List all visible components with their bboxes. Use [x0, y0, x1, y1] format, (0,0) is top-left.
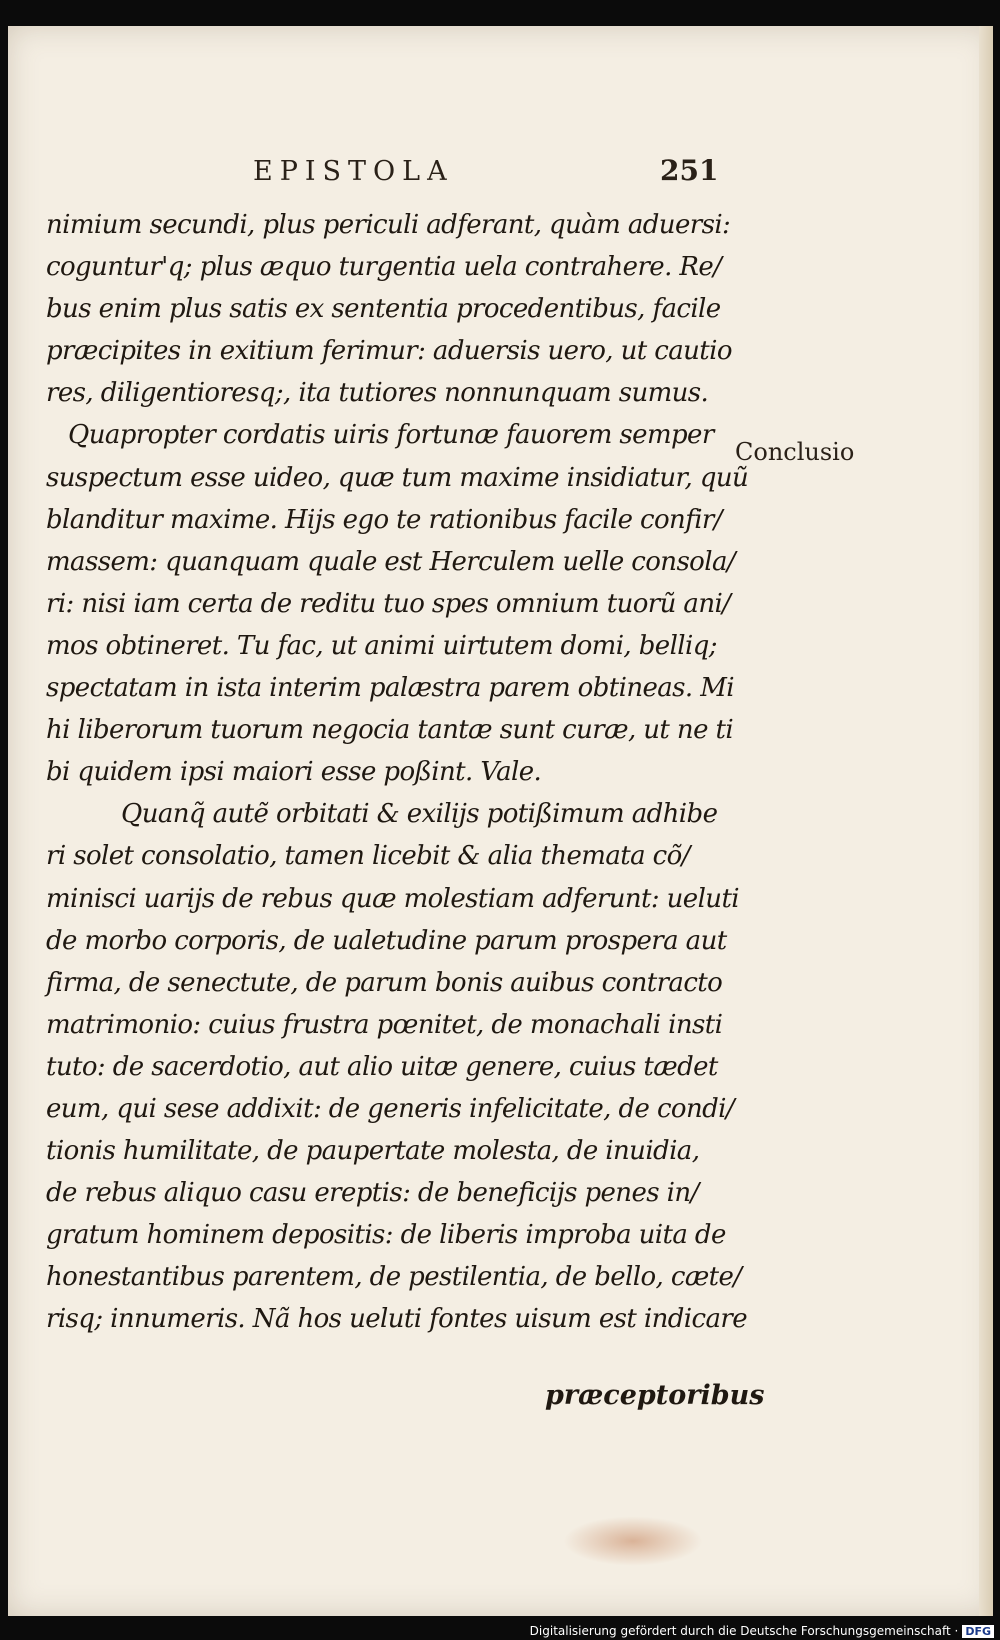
page-header	[8, 156, 993, 196]
text-line: matrimonio: cuius frustra pœnitet, de monachali insti	[46, 1009, 723, 1040]
text-line: minisci uarijs de rebus quæ molestiam adferunt: ueluti	[46, 883, 740, 914]
text-line: firma, de senectute, de parum bonis auibus contracto	[46, 967, 723, 998]
text-line: gratum hominem depositis: de liberis improba uita de	[46, 1220, 726, 1251]
text-line: ri: nisi iam certa de reditu tuo spes omnium tuorũ ani/	[46, 588, 731, 619]
text-line: bi quidem ipsi maiori esse poßint. Vale.	[46, 757, 542, 788]
text-line: res, diligentioresq;, ita tutiores nonnunquam sumus.	[46, 378, 709, 409]
marginal-note: Conclusio	[735, 438, 855, 466]
text-line: hi liberorum tuorum negocia tantæ sunt curæ, ut ne ti	[46, 715, 734, 746]
text-line: coguntur'q; plus æquo turgentia uela contrahere. Re/	[46, 252, 722, 283]
text-line: suspectum esse uideo, quæ tum maxime insidiatur, quũ	[46, 462, 749, 493]
text-line: præcipites in exitium ferimur: aduersis uero, ut cautio	[46, 336, 732, 367]
text-line: Quapropter cordatis uiris fortunæ fauorem semper	[68, 420, 714, 451]
catchword: præceptoribus	[545, 1380, 765, 1411]
text-line: honestantibus parentem, de pestilentia, de bello, cæte/	[46, 1262, 742, 1293]
dfg-logo: DFG	[962, 1625, 994, 1638]
text-line: blanditur maxime. Hijs ego te rationibus facile confir/	[46, 504, 722, 535]
text-line: bus enim plus satis ex sententia procedentibus, facile	[46, 294, 721, 325]
text-line: ri solet consolatio, tamen licebit & alia themata cõ/	[46, 841, 690, 872]
text-line: tionis humilitate, de paupertate molesta, de inuidia,	[46, 1136, 700, 1167]
running-head: EPISTOLA	[253, 156, 454, 187]
text-line: mos obtineret. Tu fac, ut animi uirtutem domi, belliq;	[46, 630, 717, 661]
text-line: de rebus aliquo casu ereptis: de beneficijs penes in/	[46, 1178, 699, 1209]
text-line: risq; innumeris. Nã hos ueluti fontes uisum est indicare	[46, 1304, 747, 1335]
page-number: 251	[660, 154, 719, 187]
digitization-credit	[530, 1624, 994, 1638]
book-page	[8, 26, 993, 1616]
text-line: de morbo corporis, de ualetudine parum prospera aut	[46, 925, 727, 956]
page-edge	[979, 26, 993, 1616]
text-line: spectatam in ista interim palæstra parem obtineas. Mi	[46, 673, 734, 704]
text-block	[46, 204, 749, 1341]
ink-stain	[563, 1516, 703, 1566]
text-line: nimium secundi, plus periculi adferant, quàm aduersi:	[46, 210, 731, 240]
text-line: massem: quanquam quale est Herculem uelle consola/	[46, 546, 736, 577]
text-line: eum, qui sese addixit: de generis infelicitate, de condi/	[46, 1093, 735, 1124]
text-line: Quanq̃ autẽ orbitati & exilijs potißimum adhibe	[121, 799, 718, 830]
text-line: tuto: de sacerdotio, aut alio uitæ genere, cuius tædet	[46, 1051, 718, 1082]
credit-text: Digitalisierung gefördert durch die Deutsche Forschungsgemeinschaft ·	[529, 1624, 959, 1638]
